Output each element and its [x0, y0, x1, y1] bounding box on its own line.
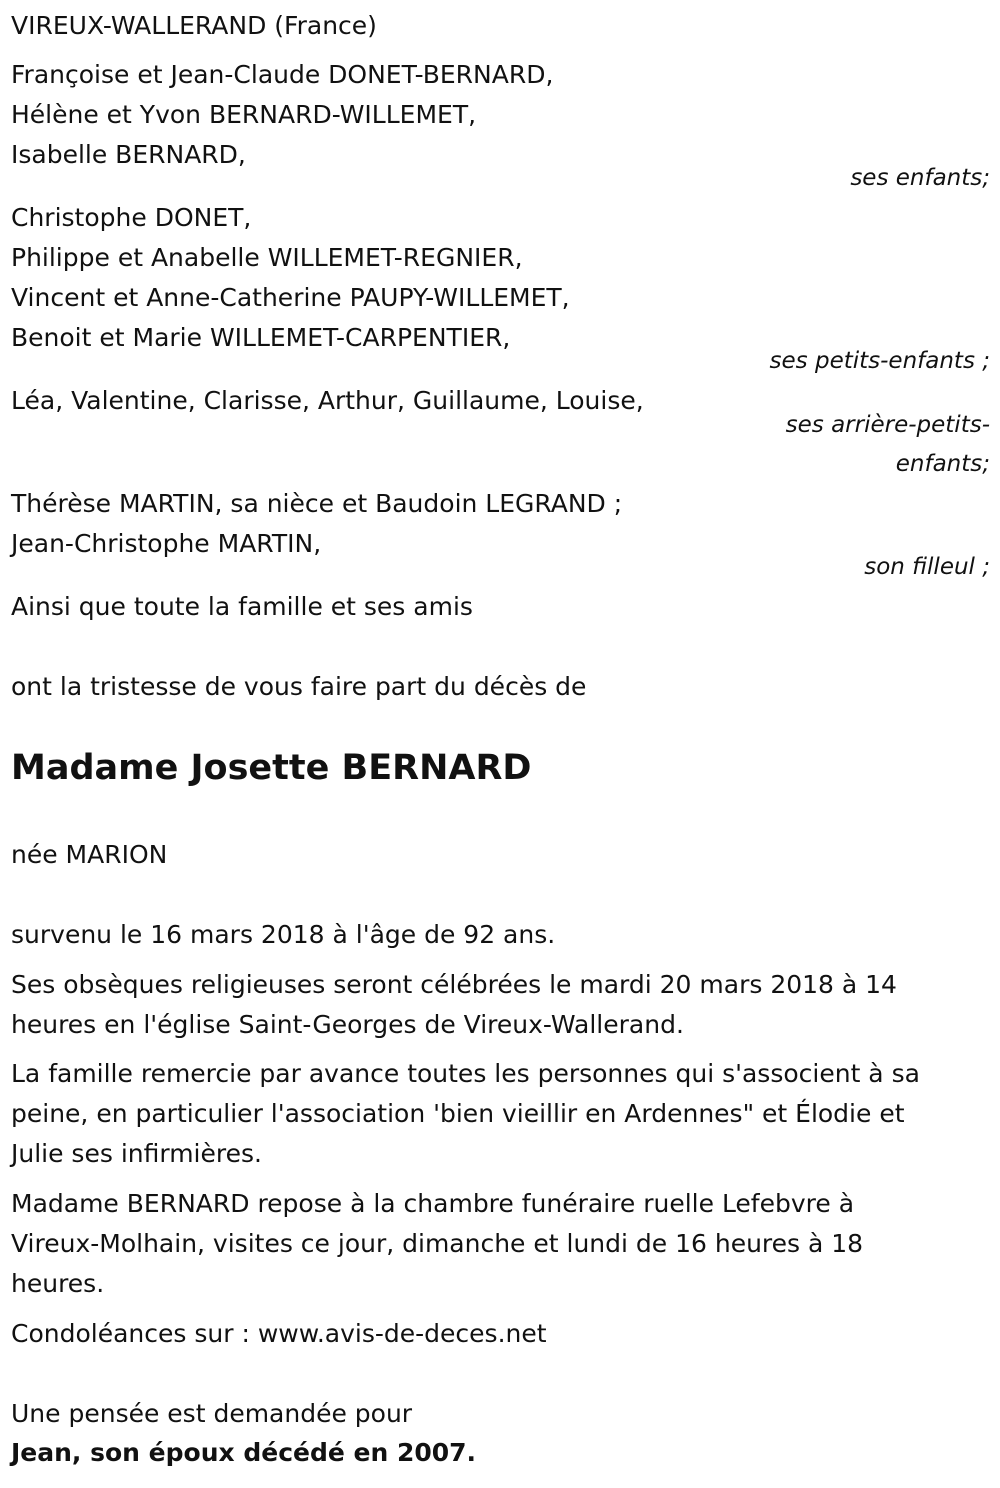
rest-line: Vireux-Molhain, visites ce jour, dimanche et lundi de 16 heures à 18 [11, 1229, 864, 1258]
funeral-line: heures en l'église Saint-Georges de Vireux-Wallerand. [11, 1010, 684, 1039]
family-line: Ainsi que toute la famille et ses amis [11, 592, 473, 621]
husband-line: Jean, son époux décédé en 2007. [11, 1438, 477, 1467]
great-grandchild-line: Léa, Valentine, Clarisse, Arthur, Guillaume, Louise, [11, 386, 644, 415]
announcement-intro: ont la tristesse de vous faire part du décès de [11, 672, 587, 701]
deceased-name: Madame Josette BERNARD [11, 748, 532, 788]
thanks-line: peine, en particulier l'association 'bien vieillir en Ardennes" et Élodie et [11, 1099, 905, 1128]
godson-relation: son filleul ; [864, 554, 990, 580]
great-grandchildren-relation-1: ses arrière-petits- [785, 412, 990, 438]
location-heading: VIREUX-WALLERAND (France) [11, 11, 377, 40]
death-date: survenu le 16 mars 2018 à l'âge de 92 ans. [11, 920, 556, 949]
grandchild-line: Vincent et Anne-Catherine PAUPY-WILLEMET, [11, 283, 570, 312]
maiden-name: née MARION [11, 840, 168, 869]
thanks-line: La famille remercie par avance toutes les personnes qui s'associent à sa [11, 1059, 920, 1088]
thought-line: Une pensée est demandée pour [11, 1399, 413, 1428]
children-relation: ses enfants; [850, 165, 990, 191]
rest-line: Madame BERNARD repose à la chambre funéraire ruelle Lefebvre à [11, 1189, 855, 1218]
child-line: Isabelle BERNARD, [11, 140, 246, 169]
thanks-line: Julie ses infirmières. [11, 1139, 262, 1168]
grandchildren-relation: ses petits-enfants ; [769, 348, 990, 374]
condolences-line: Condoléances sur : www.avis-de-deces.net [11, 1319, 547, 1348]
child-line: Françoise et Jean-Claude DONET-BERNARD, [11, 60, 554, 89]
rest-line: heures. [11, 1269, 105, 1298]
great-grandchildren-relation-2: enfants; [895, 451, 990, 477]
child-line: Hélène et Yvon BERNARD-WILLEMET, [11, 100, 477, 129]
funeral-line: Ses obsèques religieuses seront célébrées le mardi 20 mars 2018 à 14 [11, 970, 897, 999]
other-line: Thérèse MARTIN, sa nièce et Baudoin LEGRAND ; [11, 489, 623, 518]
grandchild-line: Christophe DONET, [11, 203, 252, 232]
grandchild-line: Benoit et Marie WILLEMET-CARPENTIER, [11, 323, 511, 352]
grandchild-line: Philippe et Anabelle WILLEMET-REGNIER, [11, 243, 523, 272]
other-line: Jean-Christophe MARTIN, [11, 529, 322, 558]
